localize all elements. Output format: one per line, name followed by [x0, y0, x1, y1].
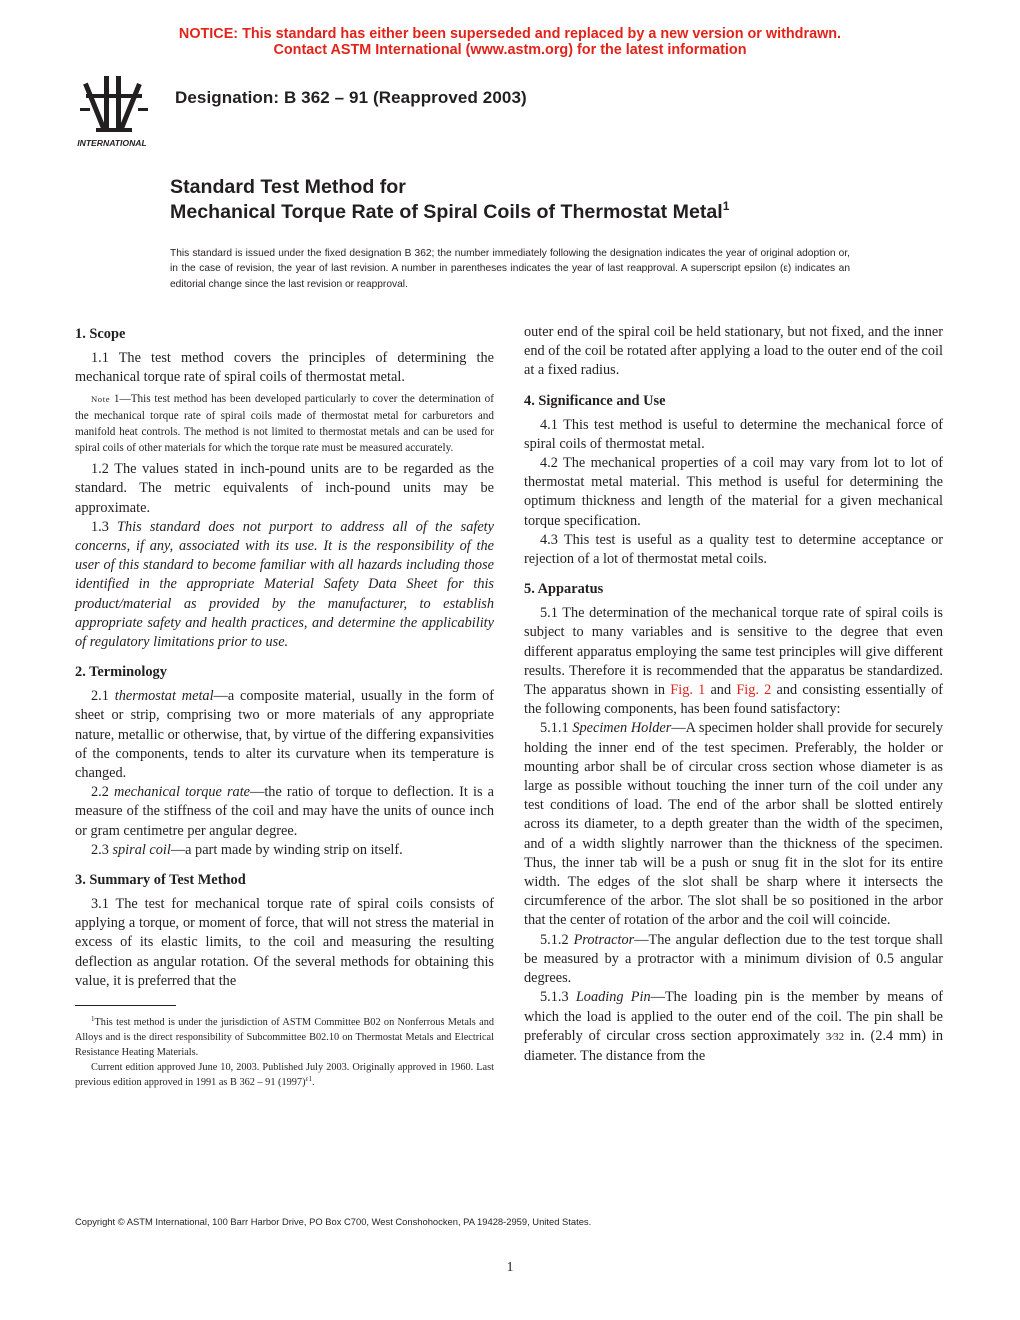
para-5-1-text-b: and consisting essentially of the following components, has been found satisfactory:	[524, 682, 943, 718]
footnote-2	[75, 1060, 494, 1090]
para-5-1-1-text: —A specimen holder shall provide for securely holding the inner end of the test specimen. Preferably, the holder or mounting arbor shall be of circular cross section whose diameter is as large as possible without touching the inner turn of the coil under any test conditions of load. The end of the arbor shall be slotted entirely across its diameter, to a depth greater than the width of the specimen, and of a width slightly narrower than the thickness of the specimen. Thus, the inner tab will be a push or snug fit in the slot for its entire width. The edges of the slot shall be sharp where it intersects the circumference of the arbor. The slot shall be so positioned in the arbor that the center of rotation of the arbor and the coil will coincide.	[524, 720, 944, 929]
para-5-1-1	[524, 719, 943, 930]
supersede-notice	[0, 26, 1020, 58]
footnote-1-text: This test method is under the jurisdiction of ASTM Committee B02 on Nonferrous Metals and Alloys and is the direct responsibility of Subcommittee B02.10 on Thermostat Metals and Electrical Resistance Heating Materials.	[75, 1017, 494, 1059]
para-2-1-num: 2.1	[91, 688, 115, 705]
term-specimen-holder: Specimen Holder	[572, 720, 672, 737]
footnote-1-mark: 1	[91, 1015, 95, 1024]
right-column	[524, 323, 943, 1066]
para-5-1-3-num: 5.1.3	[540, 989, 576, 1006]
note-text: —This test method has been developed particularly to cover the determination of the mechanical torque rate of spiral coils made of thermostat metal for carburetors and manifold heat controls. The method is not limited to thermostat metals and can be used for spiral coils of other materials for which the torque rate must be measured accurately.	[75, 393, 494, 455]
footnote-1	[75, 1015, 494, 1060]
para-5-1-and: and	[705, 682, 737, 699]
footnote-2-end: .	[311, 1077, 315, 1089]
designation: Designation: B 362 – 91 (Reapproved 2003)	[175, 88, 527, 107]
para-1-3-num: 1.3	[91, 518, 118, 535]
para-5-1-2-num: 5.1.2	[540, 931, 574, 948]
para-5-1-3-text-a: —The loading pin is the member by means of which the load is applied to the outer end of the coil. The pin shall be preferably of circular cross section approximately	[524, 989, 943, 1044]
term-protractor: Protractor	[573, 931, 635, 948]
astm-logo	[66, 72, 160, 152]
para-3-1: 3.1 The test for mechanical torque rate of spiral coils consists of applying a torque, or moment of force, that will not stress the material in excess of its elastic limits, to the coil and measuring the resulting deflection as angular rotation. Of the several methods for obtaining this value, it is preferred that the	[75, 896, 494, 989]
note-num: 1	[110, 393, 120, 406]
note-1	[75, 391, 494, 456]
para-2-3-text: —a part made by winding strip on itself.	[170, 841, 403, 858]
para-2-3	[75, 841, 494, 860]
para-1-3-text: This standard does not purport to address all of the safety concerns, if any, associated with its use. It is the responsibility of the user of this standard to become familiar with all hazards including those identified in the appropriate Material Safety Data Sheet for this product/material as provided by the manufacturer, to establish appropriate safety and health practices, and determine the applicability of regulatory limitations prior to use.	[75, 518, 494, 651]
para-2-1	[75, 687, 494, 783]
title-main: Mechanical Torque Rate of Spiral Coils of Thermostat Metal	[170, 201, 723, 223]
para-4-3: 4.3 This test is useful as a quality test to determine acceptance or rejection of a lot of thermostat metal coils.	[524, 531, 943, 568]
document-title	[170, 175, 729, 225]
para-2-2	[75, 783, 494, 841]
left-column	[75, 323, 494, 1091]
para-2-3-num: 2.3	[91, 841, 113, 858]
notice-line-1: NOTICE: This standard has either been superseded and replaced by a new version or withdrawn.	[178, 26, 842, 42]
para-5-1-1-num: 5.1.1	[540, 720, 573, 737]
para-3-1-cont: outer end of the spiral coil be held stationary, but not fixed, and the inner end of the coil be rotated after applying a load to the outer end of the coil at a fixed radius.	[524, 324, 943, 379]
fraction-3-32: 3⁄32	[825, 1030, 845, 1043]
section-summary-heading: 3. Summary of Test Method	[75, 872, 246, 889]
para-5-1	[524, 604, 943, 719]
para-1-2: 1.2 The values stated in inch-pound units are to be regarded as the standard. The metric equivalents of inch-pound units may be approximate.	[75, 461, 494, 516]
title-footnote-mark: 1	[722, 199, 730, 213]
astm-logo-icon	[66, 72, 160, 152]
term-spiral-coil: spiral coil	[112, 841, 171, 858]
page-number: 1	[506, 1260, 514, 1275]
section-scope-heading: 1. Scope	[75, 326, 126, 342]
fig-2-link[interactable]: Fig. 2	[736, 682, 772, 699]
para-2-1-text: —a composite material, usually in the form of sheet or strip, comprising two or more materials of any appropriate nature, metallic or otherwise, that, by virtue of the differing expansivities of the components, tends to alter its curvature when its temperature is changed.	[75, 688, 494, 782]
copyright-line: Copyright © ASTM International, 100 Barr Harbor Drive, PO Box C700, West Conshohocken, PA 19428-2959, United States.	[75, 1216, 592, 1227]
para-5-1-text-a: 5.1 The determination of the mechanical torque rate of spiral coils is subject to many variables and is sensitive to the degree that even different apparatus employing the same test principles will give different results. Therefore it is recommended that the apparatus be standardized. The apparatus shown in	[524, 605, 943, 699]
logo-international-text: INTERNATIONAL	[77, 138, 147, 148]
notice-line-2: Contact ASTM International (www.astm.org) for the latest information	[273, 42, 747, 58]
para-5-1-2	[524, 931, 943, 989]
fig-1-link[interactable]: Fig. 1	[670, 682, 706, 699]
note-label: Note	[91, 394, 111, 405]
footnote-2-text: Current edition approved June 10, 2003. Published July 2003. Originally approved in 1960. Last previous edition approved in 1991 as B 362 – 91 (1997)	[75, 1062, 494, 1089]
term-mechanical-torque-rate: mechanical torque rate	[114, 784, 251, 801]
section-terminology-heading: 2. Terminology	[75, 664, 167, 681]
para-1-1: 1.1 The test method covers the principles of determining the mechanical torque rate of spiral coils of thermostat metal.	[75, 350, 494, 386]
title-line-1: Standard Test Method for	[170, 176, 406, 198]
para-5-1-3-text-b: in. (2.4 mm) in diameter. The distance from the	[524, 1027, 943, 1064]
para-5-1-3	[524, 988, 943, 1066]
section-apparatus-heading: 5. Apparatus	[524, 581, 604, 598]
para-2-2-text: —the ratio of torque to deflection. It is a measure of the stiffness of the coil and may have the units of ounce inch or gram centimetre per angular degree.	[75, 784, 495, 839]
para-5-1-2-text: —The angular deflection due to the test torque shall be measured by a protractor with a minimum division of 0.5 angular degrees.	[524, 931, 944, 987]
footnote-2-epsilon: ε1	[305, 1075, 312, 1084]
issued-under-note: This standard is issued under the fixed designation B 362; the number immediately following the designation indicates the year of original adoption or, in the case of revision, the year of last revision. A number in parentheses indicates the year of last reapproval. A superscript epsilon (ε) indicates an editorial change since the last revision or reapproval.	[170, 248, 850, 290]
para-4-2: 4.2 The mechanical properties of a coil may vary from lot to lot of thermostat metal material. This method is useful for determining the optimum thickness and length of the material for a given mechanical torque specification.	[524, 455, 943, 529]
title-line-2	[170, 200, 729, 225]
para-4-1: 4.1 This test method is useful to determine the mechanical force of spiral coils of thermostat metal.	[524, 416, 943, 452]
para-1-3	[75, 518, 494, 652]
footnote-divider	[75, 1005, 176, 1006]
term-loading-pin: Loading Pin	[575, 989, 651, 1006]
section-significance-heading: 4. Significance and Use	[524, 392, 666, 409]
term-thermostat-metal: thermostat metal	[114, 688, 214, 705]
para-2-2-num: 2.2	[91, 784, 115, 801]
